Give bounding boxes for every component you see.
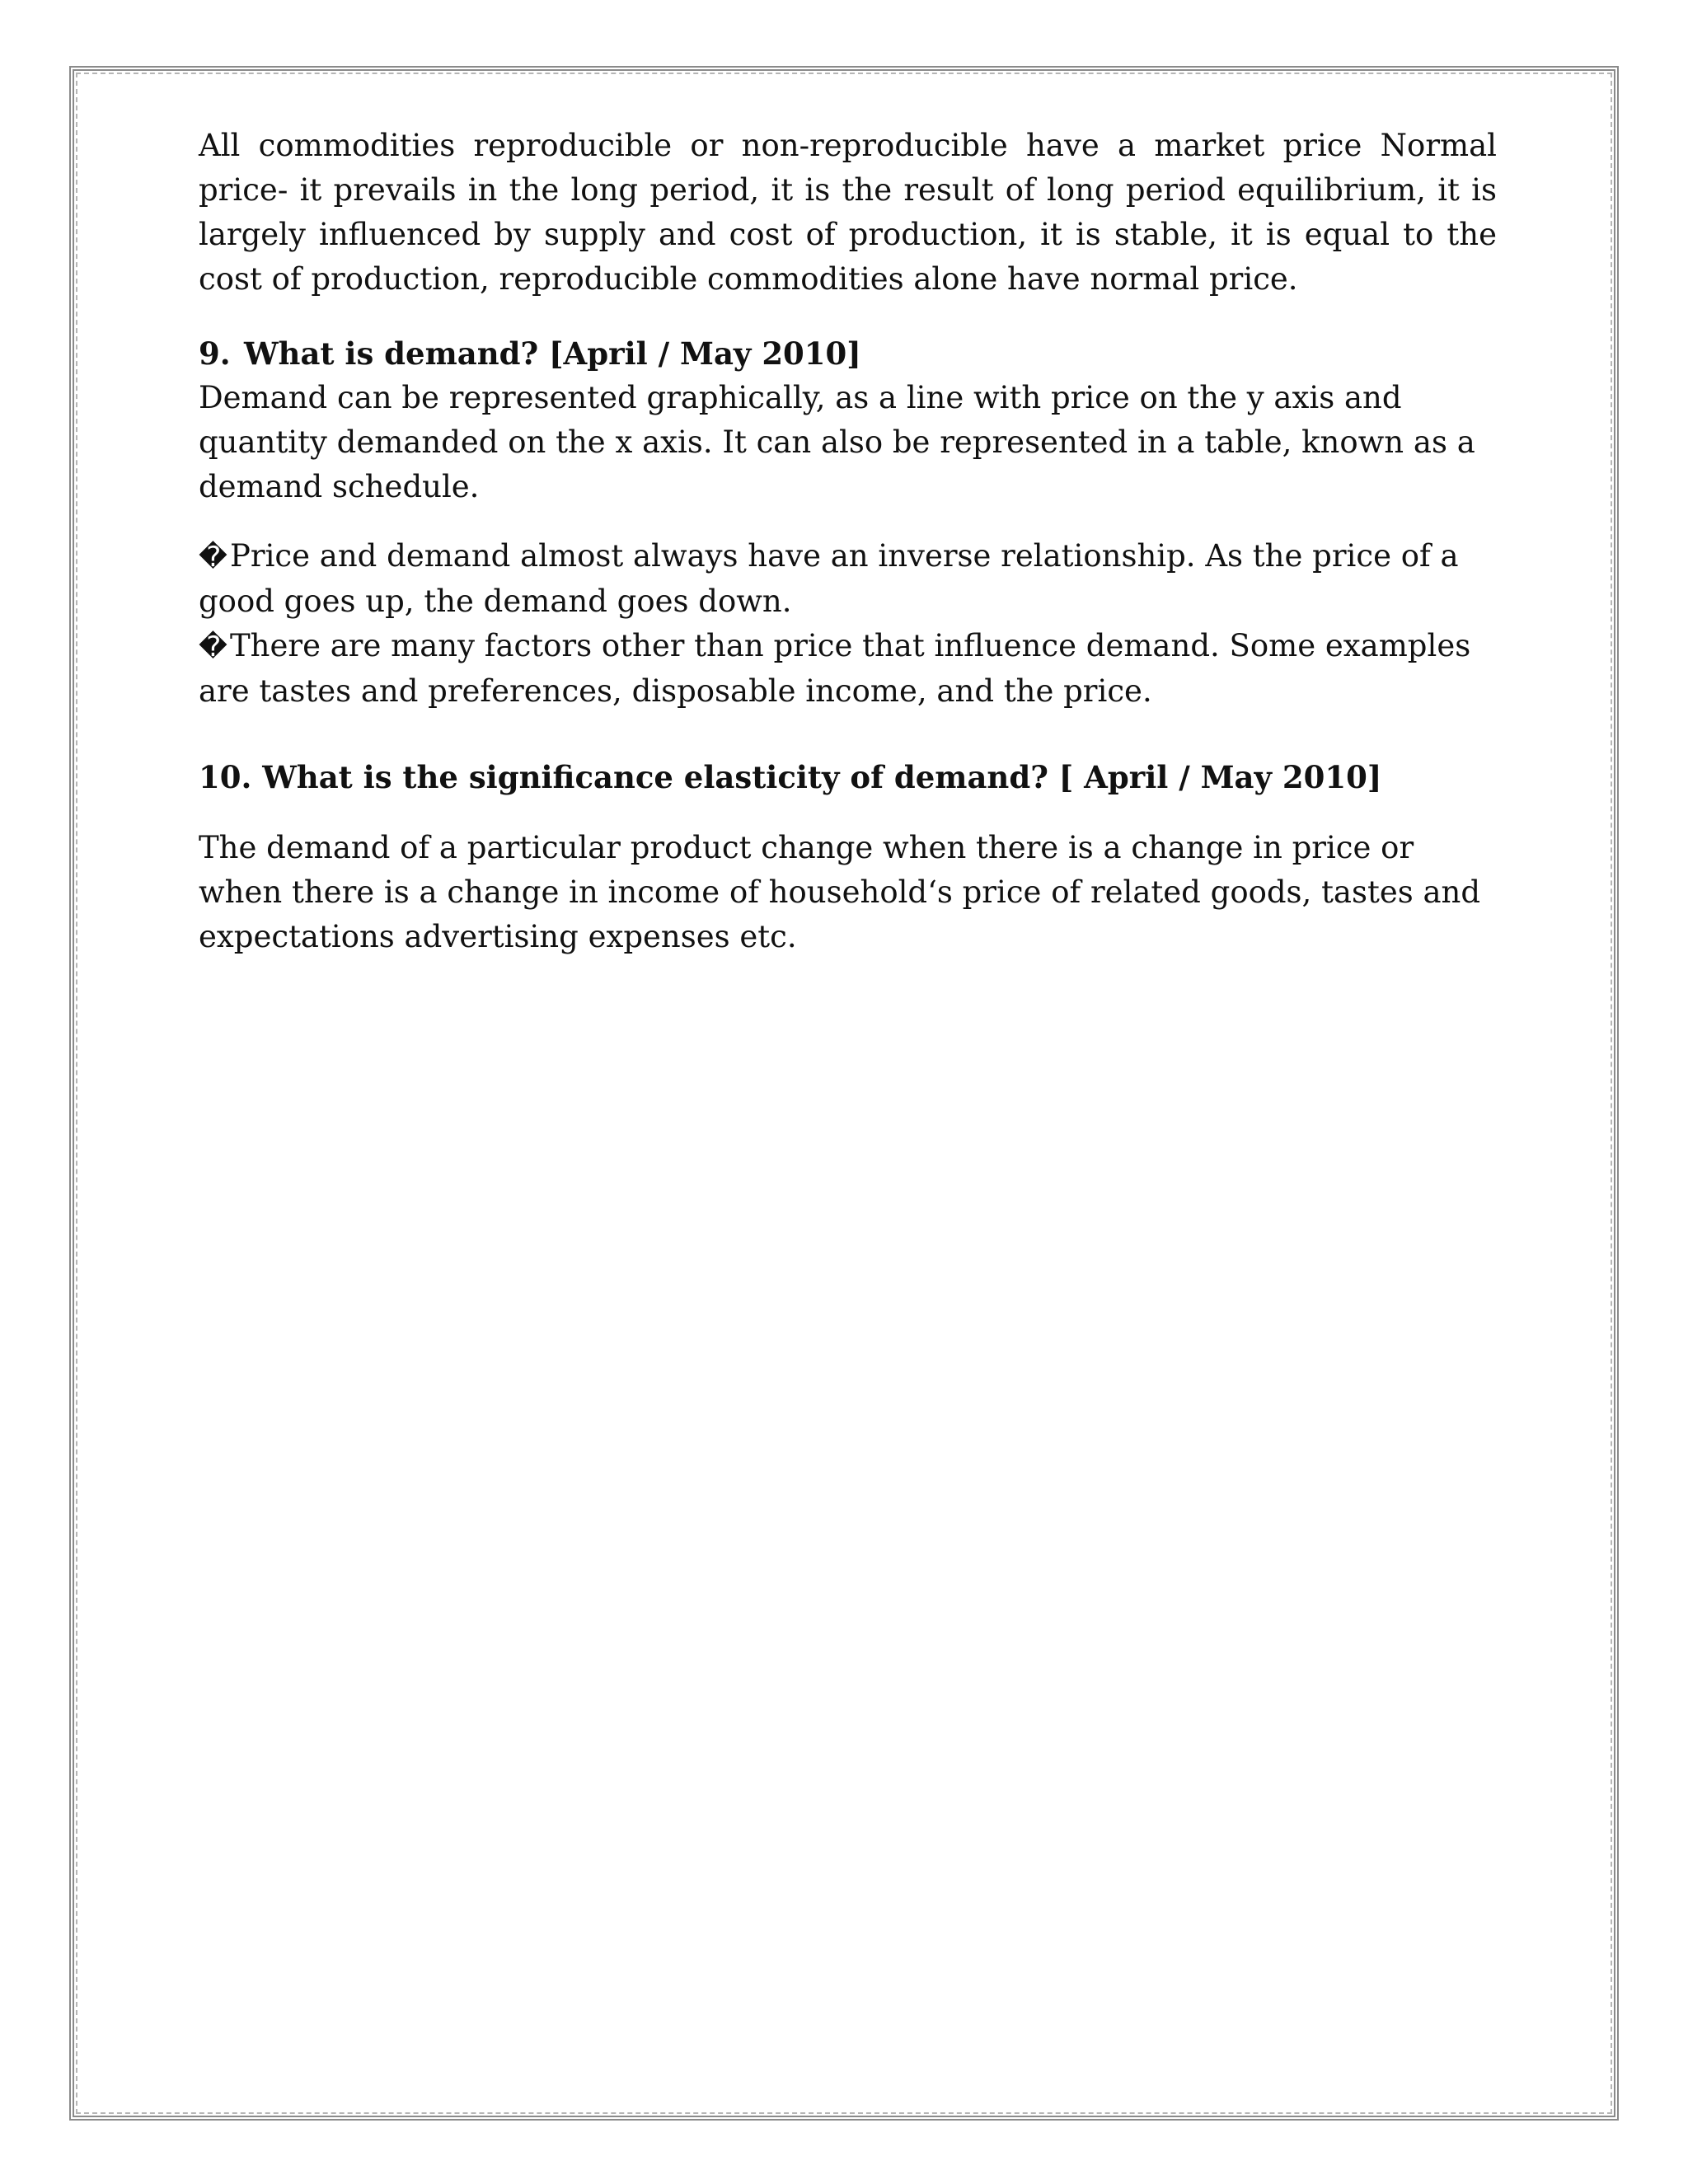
intro-paragraph: All commodities reproducible or non-reproducible have a market price Normal price- it prevails in the long period, it is the result of long period equilibrium, it is largely influenced by supply and cost of production, it is stable, it is equal to the cost of production, reproducible commodities alone have normal price. xyxy=(199,128,1497,297)
question-9-heading xyxy=(199,331,1497,376)
bullet-icon: � xyxy=(199,630,227,663)
document-body xyxy=(199,124,1497,959)
bullet-text: Price and demand almost always have an inverse relationship. As the price of a good goes up, the demand goes down. xyxy=(199,538,1459,619)
bullet-icon: � xyxy=(199,541,227,574)
question-9-answer: Demand can be represented graphically, as a line with price on the y axis and quantity demanded on the x axis. It can also be represented in a table, known as a demand schedule. xyxy=(199,380,1475,504)
question-10-answer: The demand of a particular product change when there is a change in price or when there is a change in income of household‘s price of related goods, tastes and expectations advertising expenses etc. xyxy=(199,830,1481,954)
question-9-bullet-list xyxy=(199,534,1497,714)
question-9-text: What is demand? [April / May 2010] xyxy=(244,335,861,372)
question-10-heading: 10. What is the significance elasticity of demand? [ April / May 2010] xyxy=(199,759,1382,795)
bullet-text: There are many factors other than price that influence demand. Some examples are tastes and preferences, disposable income, and the price. xyxy=(199,628,1471,709)
list-item xyxy=(199,534,1497,624)
list-item xyxy=(199,624,1497,714)
question-9-number: 9. xyxy=(199,335,231,372)
